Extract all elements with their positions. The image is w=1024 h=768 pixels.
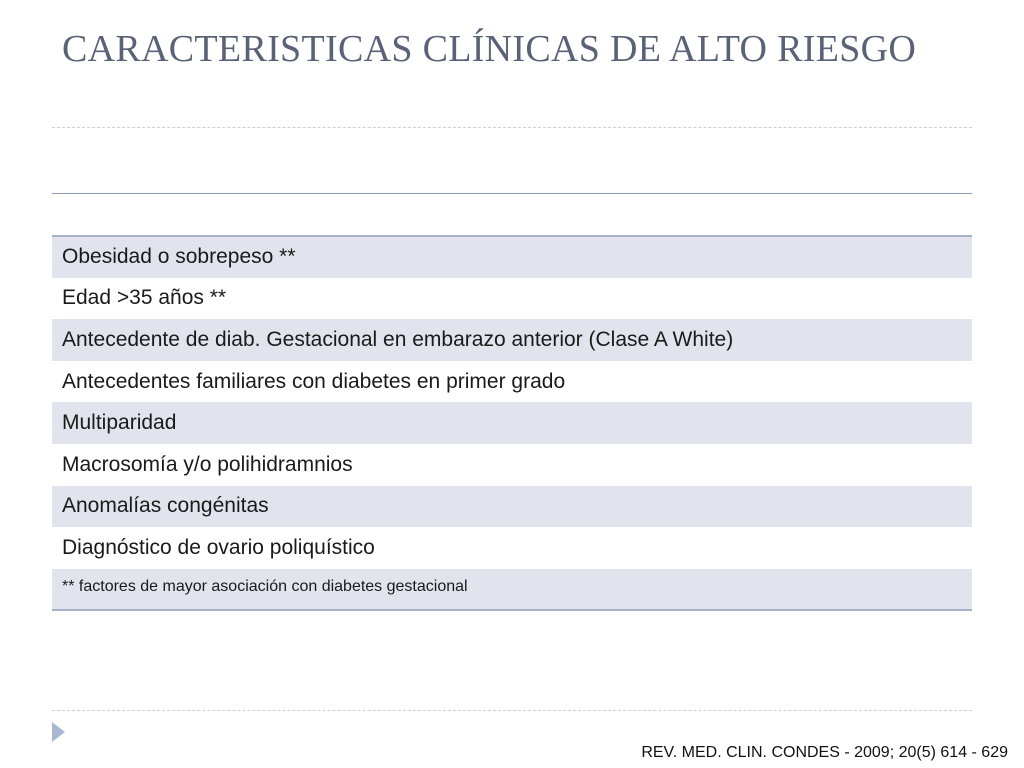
risk-factor-cell: Antecedentes familiares con diabetes en primer grado — [62, 369, 566, 393]
risk-factor-cell: Macrosomía y/o polihidramnios — [62, 452, 353, 476]
risk-factor-cell: Multiparidad — [52, 402, 972, 444]
table-row — [52, 486, 972, 528]
triangle-right-icon — [52, 722, 65, 742]
risk-factor-cell: Obesidad o sobrepeso ** — [52, 236, 972, 278]
title-divider — [52, 127, 972, 128]
risk-factor-cell: Antecedente de diab. Gestacional en embarazo anterior (Clase A White) — [52, 319, 972, 361]
table-row — [52, 278, 972, 320]
table-row — [52, 402, 972, 444]
slide-title: CARACTERISTICAS CLÍNICAS DE ALTO RIESGO — [62, 28, 917, 70]
risk-factors-table — [52, 235, 972, 611]
risk-factor-cell: Diagnóstico de ovario poliquístico — [62, 535, 375, 559]
table-row — [52, 527, 972, 569]
table-header-rule — [52, 193, 972, 194]
footer-divider — [52, 710, 972, 711]
risk-factor-cell: Edad >35 años ** — [62, 286, 227, 310]
risk-factor-cell: Anomalías congénitas — [52, 486, 972, 528]
table-row — [52, 444, 972, 486]
table-row — [52, 319, 972, 361]
footnote-text: ** factores de mayor asociación con diabetes gestacional — [52, 569, 972, 611]
footnote-row — [52, 569, 972, 611]
table-row — [52, 236, 972, 278]
table-row — [52, 361, 972, 403]
citation: REV. MED. CLIN. CONDES - 2009; 20(5) 614 - 629 — [641, 744, 1008, 761]
